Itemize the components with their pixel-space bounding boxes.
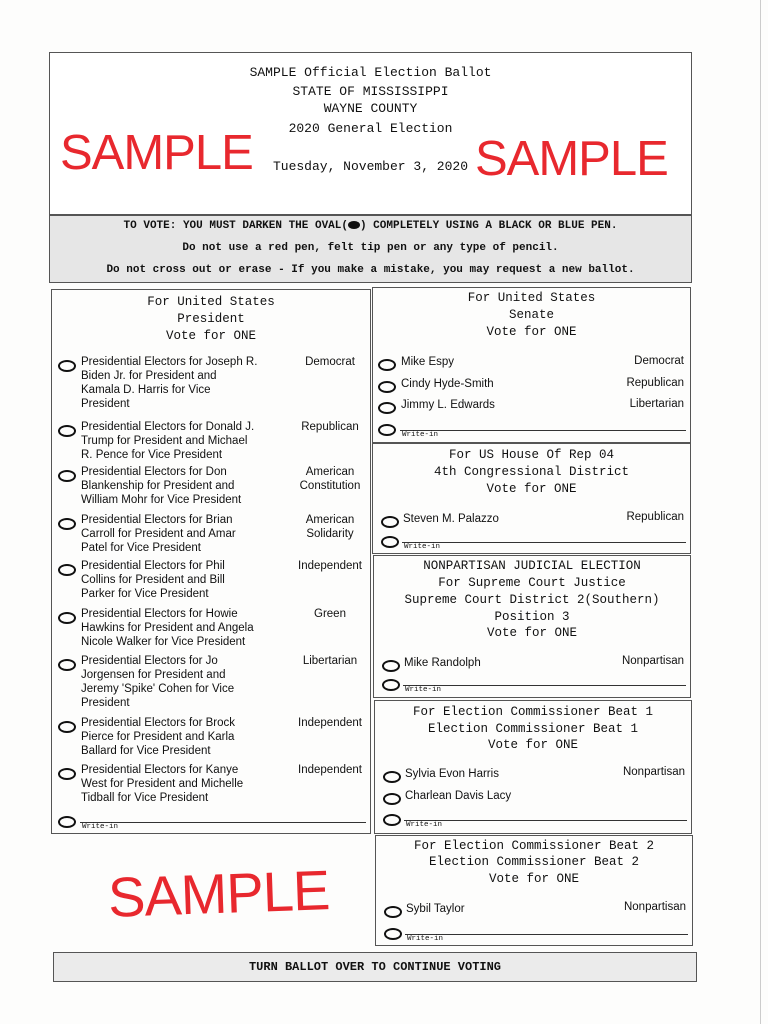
- vote-oval[interactable]: [58, 470, 76, 482]
- race-office: Senate: [508, 308, 554, 322]
- vote-oval[interactable]: [58, 425, 76, 437]
- candidate-name-line: Presidential Electors for Howie: [81, 608, 238, 620]
- writein-oval[interactable]: [378, 424, 396, 436]
- candidate-name-line: Parker for Vice President: [81, 588, 209, 600]
- candidate-name: Mike Randolph: [404, 657, 481, 669]
- candidate-name-line: Presidential Electors for Phil: [81, 560, 225, 572]
- candidate-name-line: Nicole Walker for Vice President: [81, 636, 246, 648]
- party-label: Libertarian: [302, 655, 358, 667]
- candidate-name: Steven M. Palazzo: [403, 513, 499, 525]
- vote-oval[interactable]: [381, 516, 399, 528]
- candidate-name-line: Biden Jr. for President and: [81, 370, 217, 382]
- party-label: Nonpartisan: [623, 901, 686, 913]
- race-beat-2: [375, 835, 693, 946]
- instruction-line-1: TO VOTE: YOU MUST DARKEN THE OVAL( ) COMPLETELY USING A BLACK OR BLUE PEN.: [123, 220, 618, 232]
- vote-oval[interactable]: [378, 402, 396, 414]
- party-label: Democrat: [305, 356, 355, 368]
- race-president: [51, 289, 371, 834]
- vote-oval[interactable]: [378, 359, 396, 371]
- instruction-line-3: Do not cross out or erase - If you make a mistake, you may request a new ballot.: [106, 264, 635, 276]
- race-title: For Supreme Court Justice: [438, 576, 626, 590]
- party-label: Independent: [298, 560, 362, 572]
- candidate-name-line: Kamala D. Harris for Vice: [81, 384, 211, 396]
- ballot-footer: [53, 952, 697, 982]
- race-instruction: Vote for ONE: [486, 626, 577, 640]
- candidate-name-line: Pierce for President and Karla: [81, 731, 235, 743]
- vote-oval[interactable]: [58, 518, 76, 530]
- vote-oval[interactable]: [58, 721, 76, 733]
- race-title: For United States: [467, 291, 596, 305]
- party-label: Constitution: [299, 480, 361, 492]
- filled-oval-icon: [348, 221, 360, 229]
- race-house: [372, 443, 691, 554]
- party-label: American: [305, 514, 355, 526]
- writein-line[interactable]: [405, 934, 688, 935]
- candidate-name-line: Tidball for Vice President: [81, 792, 209, 804]
- election-name: 2020 General Election: [288, 121, 453, 136]
- candidate-name-line: Presidential Electors for Brian: [81, 514, 233, 526]
- vote-oval[interactable]: [378, 381, 396, 393]
- vote-oval[interactable]: [58, 360, 76, 372]
- party-label: Republican: [301, 421, 359, 433]
- sample-stamp-bottom: SAMPLE: [106, 858, 331, 929]
- vote-oval[interactable]: [383, 771, 401, 783]
- race-position: Position 3: [494, 610, 570, 624]
- race-instruction: Vote for ONE: [165, 329, 256, 343]
- candidate-name-line: Patel for Vice President: [81, 542, 201, 554]
- candidate-name-line: Presidential Electors for Kanye: [81, 764, 239, 776]
- party-label: Republican: [626, 511, 684, 523]
- candidate-name-line: Presidential Electors for Jo: [81, 655, 218, 667]
- writein-line[interactable]: [402, 542, 686, 543]
- candidate-name: Cindy Hyde-Smith: [401, 378, 494, 390]
- vote-oval[interactable]: [382, 660, 400, 672]
- vote-oval[interactable]: [58, 659, 76, 671]
- race-title: For US House Of Rep 04: [448, 448, 615, 462]
- party-label: Nonpartisan: [621, 655, 684, 667]
- race-title: For United States: [147, 295, 275, 309]
- vote-oval[interactable]: [384, 906, 402, 918]
- race-district: Supreme Court District 2(Southern): [404, 593, 660, 607]
- writein-oval[interactable]: [58, 816, 76, 828]
- race-senate: [372, 287, 691, 443]
- race-category: NONPARTISAN JUDICIAL ELECTION: [423, 559, 641, 573]
- party-label: Independent: [298, 717, 362, 729]
- race-beat-1: [374, 700, 692, 834]
- writein-label: Write-in: [407, 935, 444, 943]
- party-label: American: [305, 466, 355, 478]
- race-title: For Election Commissioner Beat 2: [413, 839, 655, 853]
- race-judicial: [373, 555, 691, 698]
- election-date: Tuesday, November 3, 2020: [272, 159, 469, 174]
- ballot-header: [49, 52, 692, 215]
- writein-oval[interactable]: [382, 679, 400, 691]
- candidate-name-line: Presidential Electors for Brock: [81, 717, 236, 729]
- candidate-name: Jimmy L. Edwards: [401, 399, 495, 411]
- race-office: 4th Congressional District: [433, 465, 630, 479]
- sample-stamp-right: SAMPLE: [475, 132, 668, 186]
- writein-line[interactable]: [80, 822, 366, 823]
- race-instruction: Vote for ONE: [487, 738, 578, 752]
- race-office: Election Commissioner Beat 1: [427, 722, 639, 736]
- candidate-name: Mike Espy: [401, 356, 455, 368]
- writein-oval[interactable]: [381, 536, 399, 548]
- candidate-name-line: Presidential Electors for Don: [81, 466, 227, 478]
- party-label: Libertarian: [629, 398, 684, 410]
- race-instruction: Vote for ONE: [488, 872, 579, 886]
- candidate-name-line: Ballard for Vice President: [81, 745, 211, 757]
- party-label: Democrat: [634, 355, 684, 367]
- candidate-name-line: R. Pence for Vice President: [81, 449, 223, 461]
- voting-instructions: [49, 215, 692, 283]
- candidate-name-line: Jeremy 'Spike' Cohen for Vice: [81, 683, 235, 695]
- writein-oval[interactable]: [383, 814, 401, 826]
- candidate-name-line: West for President and Michelle: [81, 778, 244, 790]
- continue-notice: TURN BALLOT OVER TO CONTINUE VOTING: [248, 960, 502, 974]
- vote-oval[interactable]: [58, 768, 76, 780]
- instruction-line-2: Do not use a red pen, felt tip pen or any type of pencil.: [182, 242, 559, 254]
- candidate-name-line: Collins for President and Bill: [81, 574, 225, 586]
- scan-edge: [760, 0, 761, 1024]
- candidate-name-line: Jorgensen for President and: [81, 669, 226, 681]
- candidate-name-line: President: [81, 697, 130, 709]
- party-label: Republican: [626, 377, 684, 389]
- party-label: Nonpartisan: [622, 766, 685, 778]
- writein-line[interactable]: [404, 820, 687, 821]
- race-instruction: Vote for ONE: [486, 482, 577, 496]
- candidate-name: Sylvia Evon Harris: [405, 768, 499, 780]
- party-label: Solidarity: [306, 528, 354, 540]
- writein-oval[interactable]: [384, 928, 402, 940]
- candidate-name-line: Blankenship for President and: [81, 480, 235, 492]
- vote-oval[interactable]: [58, 612, 76, 624]
- writein-label: Write-in: [406, 821, 443, 829]
- writein-label: Write-in: [405, 686, 442, 694]
- ballot-title: SAMPLE Official Election Ballot: [249, 65, 492, 80]
- candidate-name-line: Trump for President and Michael: [81, 435, 248, 447]
- writein-label: Write-in: [402, 431, 439, 439]
- writein-line[interactable]: [403, 685, 686, 686]
- party-label: Independent: [298, 764, 362, 776]
- candidate-name-line: President: [81, 398, 130, 410]
- candidate-name: Charlean Davis Lacy: [405, 790, 512, 802]
- candidate-name-line: Presidential Electors for Donald J.: [81, 421, 255, 433]
- candidate-name-line: Hawkins for President and Angela: [81, 622, 254, 634]
- candidate-name-line: William Mohr for Vice President: [81, 494, 242, 506]
- county-name: WAYNE COUNTY: [323, 101, 418, 116]
- vote-oval[interactable]: [58, 564, 76, 576]
- race-title: For Election Commissioner Beat 1: [412, 705, 654, 719]
- candidate-name: Sybil Taylor: [406, 903, 465, 915]
- writein-line[interactable]: [400, 430, 686, 431]
- candidate-name-line: Carroll for President and Amar: [81, 528, 236, 540]
- sample-stamp-left: SAMPLE: [60, 126, 253, 180]
- state-name: STATE OF MISSISSIPPI: [292, 84, 449, 99]
- race-office: President: [177, 312, 245, 326]
- vote-oval[interactable]: [383, 793, 401, 805]
- race-office: Election Commissioner Beat 2: [428, 855, 640, 869]
- writein-label: Write-in: [404, 543, 441, 551]
- race-instruction: Vote for ONE: [486, 325, 577, 339]
- candidate-name-line: Presidential Electors for Joseph R.: [81, 356, 258, 368]
- party-label: Green: [314, 608, 346, 620]
- writein-label: Write-in: [82, 823, 119, 831]
